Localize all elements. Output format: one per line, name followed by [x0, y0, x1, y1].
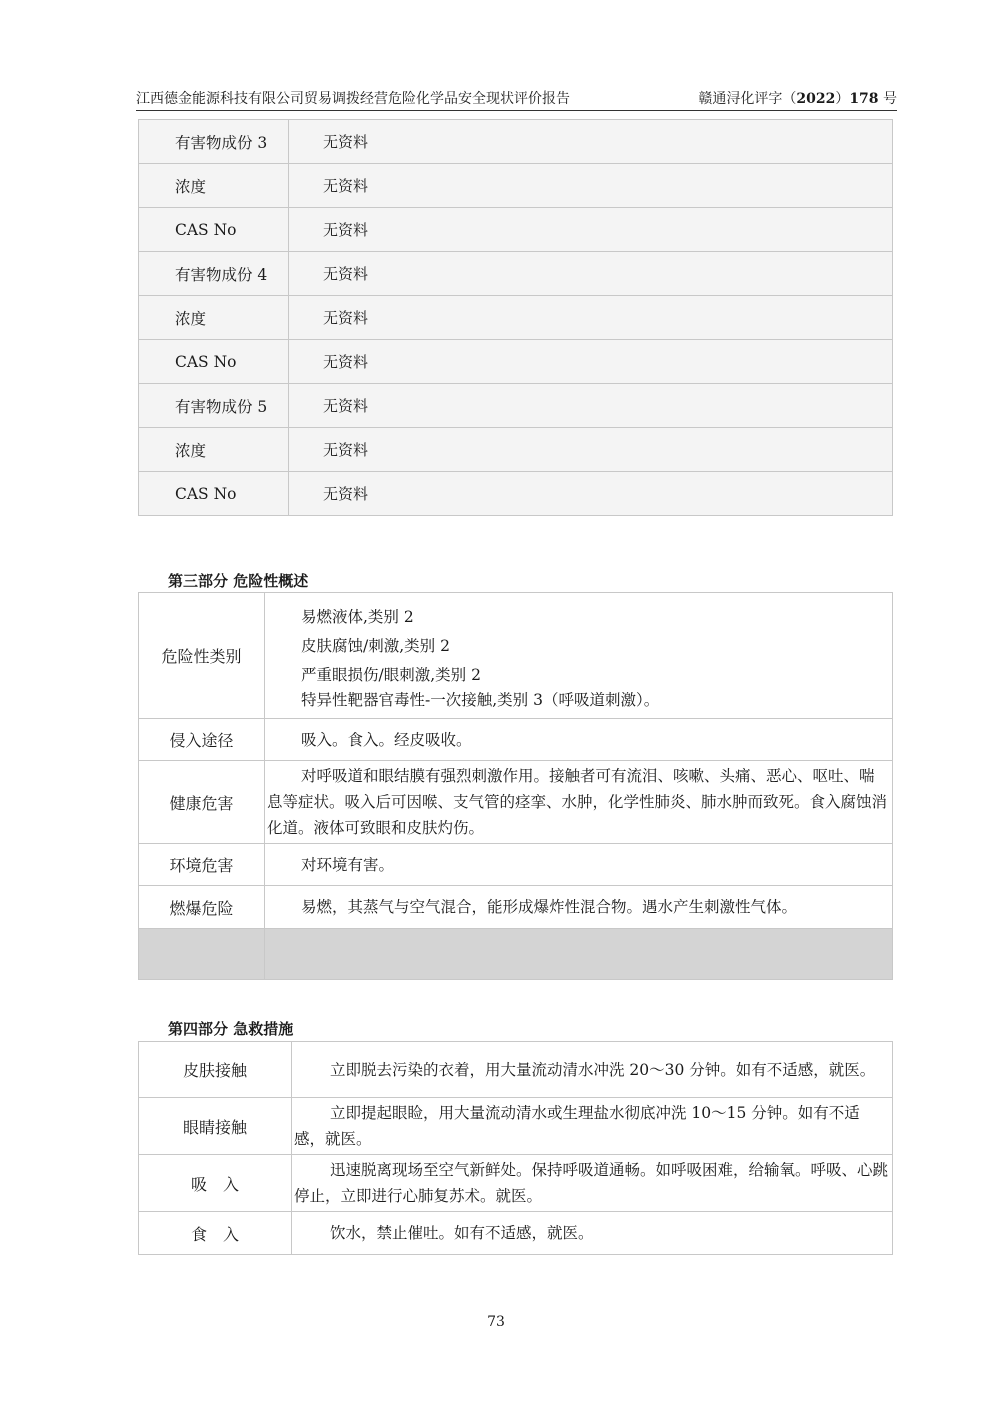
- header-doc-number: 赣通浔化评字（2022）178 号: [698, 91, 897, 107]
- row-value: 无资料: [289, 296, 893, 340]
- table-row: [139, 384, 893, 428]
- row-value: 无资料: [289, 472, 893, 516]
- section4-title: 第四部分 急救措施: [168, 1020, 294, 1038]
- table-row: [139, 844, 893, 886]
- list-item: 皮肤腐蚀/刺激,类别 2: [301, 637, 450, 655]
- first-aid-table: [138, 1041, 893, 1255]
- table-row: [139, 886, 893, 929]
- row-value: 迅速脱离现场至空气新鲜处。保持呼吸道通畅。如呼吸困难，给输氧。呼吸、心跳停止，立即进行心肺复苏术。就医。: [292, 1155, 893, 1212]
- row-key: 环境危害: [139, 844, 265, 886]
- row-key: 侵入途径: [139, 719, 265, 761]
- row-key: 危险性类别: [139, 593, 265, 719]
- table-row: [139, 761, 893, 844]
- row-key: 浓度: [139, 296, 289, 340]
- table-row: [139, 164, 893, 208]
- row-value: 无资料: [289, 120, 893, 164]
- table-row: [139, 428, 893, 472]
- table-row: [139, 1155, 893, 1212]
- row-value: 无资料: [289, 164, 893, 208]
- row-key: 眼睛接触: [139, 1098, 292, 1155]
- table-row: [139, 1212, 893, 1255]
- page-number: 73: [487, 1314, 505, 1330]
- row-key: 吸 入: [139, 1155, 292, 1212]
- row-value: 易燃，其蒸气与空气混合，能形成爆炸性混合物。遇水产生刺激性气体。: [265, 886, 893, 929]
- table-row: [139, 296, 893, 340]
- row-key: 健康危害: [139, 761, 265, 844]
- table-row: [139, 1098, 893, 1155]
- row-value: 无资料: [289, 428, 893, 472]
- row-key: CAS No: [139, 472, 289, 516]
- row-key: 有害物成份 3: [139, 120, 289, 164]
- list-item: 特异性靶器官毒性-一次接触,类别 3（呼吸道刺激）。: [301, 691, 660, 709]
- row-key: 浓度: [139, 428, 289, 472]
- table-row: [139, 120, 893, 164]
- row-value: 无资料: [289, 340, 893, 384]
- header-title: 江西德金能源科技有限公司贸易调拨经营危险化学品安全现状评价报告: [136, 91, 570, 107]
- row-key: CAS No: [139, 208, 289, 252]
- row-key: 有害物成份 5: [139, 384, 289, 428]
- empty-cell: [265, 929, 893, 980]
- row-key: 有害物成份 4: [139, 252, 289, 296]
- row-value: 无资料: [289, 384, 893, 428]
- composition-table: [138, 119, 893, 516]
- hazard-class-list: [265, 593, 893, 719]
- list-item: 严重眼损伤/眼刺激,类别 2: [301, 666, 481, 684]
- table-row: [139, 1042, 893, 1098]
- table-row: [139, 252, 893, 296]
- row-value: 立即提起眼睑，用大量流动清水或生理盐水彻底冲洗 10～15 分钟。如有不适感，就医。: [292, 1098, 893, 1155]
- row-value: 对环境有害。: [265, 844, 893, 886]
- row-key: 浓度: [139, 164, 289, 208]
- table-row: [139, 593, 893, 719]
- row-key: 燃爆危险: [139, 886, 265, 929]
- row-key: 皮肤接触: [139, 1042, 292, 1098]
- hazard-overview-table: [138, 592, 893, 980]
- row-value: 吸入。食入。经皮吸收。: [265, 719, 893, 761]
- table-row: [139, 340, 893, 384]
- list-item: 易燃液体,类别 2: [301, 608, 414, 626]
- row-value: 立即脱去污染的衣着，用大量流动清水冲洗 20～30 分钟。如有不适感，就医。: [292, 1042, 893, 1098]
- table-row: [139, 719, 893, 761]
- row-value: 对呼吸道和眼结膜有强烈刺激作用。接触者可有流泪、咳嗽、头痛、恶心、呕吐、喘息等症状。吸入后可因喉、支气管的痉挛、水肿，化学性肺炎、肺水肿而致死。食入腐蚀消化道。液体可致眼和皮肤灼伤。: [265, 761, 893, 844]
- page-header: [136, 88, 897, 111]
- row-key: CAS No: [139, 340, 289, 384]
- row-key: 食 入: [139, 1212, 292, 1255]
- row-value: 饮水，禁止催吐。如有不适感，就医。: [292, 1212, 893, 1255]
- table-row: [139, 472, 893, 516]
- section3-title: 第三部分 危险性概述: [168, 572, 309, 590]
- row-value: 无资料: [289, 252, 893, 296]
- empty-cell: [139, 929, 265, 980]
- row-value: 无资料: [289, 208, 893, 252]
- table-row: [139, 208, 893, 252]
- table-row-empty: [139, 929, 893, 980]
